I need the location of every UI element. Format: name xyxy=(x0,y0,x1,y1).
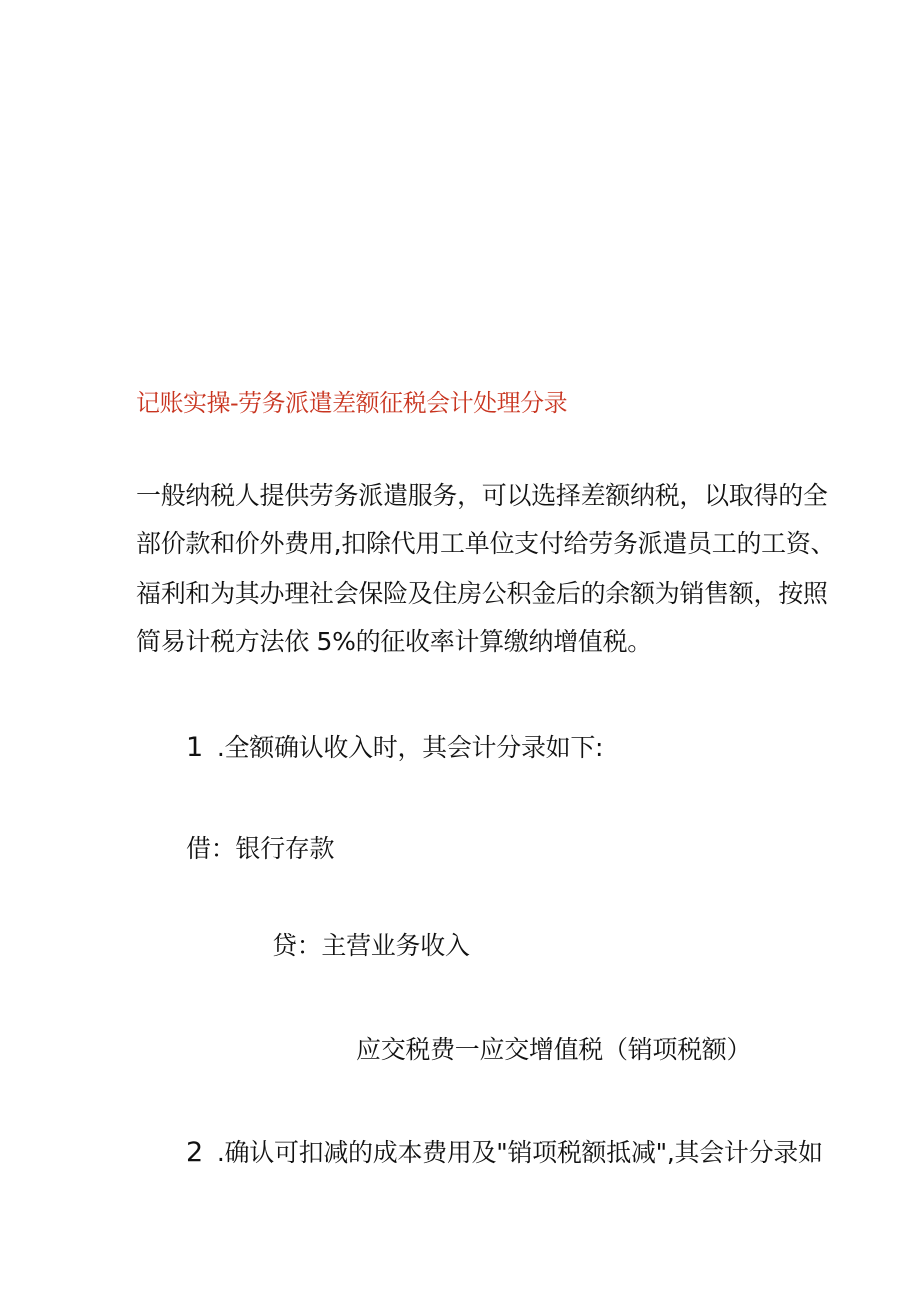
paragraph-line: 福利和为其办理社会保险及住房公积金后的余额为销售额，按照 xyxy=(136,579,828,608)
debit-entry: 借：银行存款 xyxy=(186,834,335,863)
step-2-number: 2 xyxy=(186,1137,203,1168)
credit-entry-revenue: 贷：主营业务收入 xyxy=(272,931,470,960)
step-2-text: .确认可扣减的成本费用及"销项税额抵减",其会计分录如 xyxy=(216,1138,823,1167)
paragraph-line: 一般纳税人提供劳务派遣服务，可以选择差额纳税，以取得的全 xyxy=(136,481,828,510)
paragraph-line: 简易计税方法依 5%的征收率计算缴纳增值税。 xyxy=(136,627,653,656)
step-2 xyxy=(186,1135,823,1171)
paragraph-line: 部价款和价外费用,扣除代用工单位支付给劳务派遣员工的工资、 xyxy=(136,529,836,558)
step-1-number: 1 xyxy=(186,732,203,763)
step-1 xyxy=(186,730,603,766)
document-title: 记账实操-劳务派遣差额征税会计处理分录 xyxy=(136,389,568,417)
credit-entry-tax: 应交税费一应交增值税（销项税额） xyxy=(356,1035,752,1064)
step-1-text: .全额确认收入时，其会计分录如下: xyxy=(216,733,604,762)
